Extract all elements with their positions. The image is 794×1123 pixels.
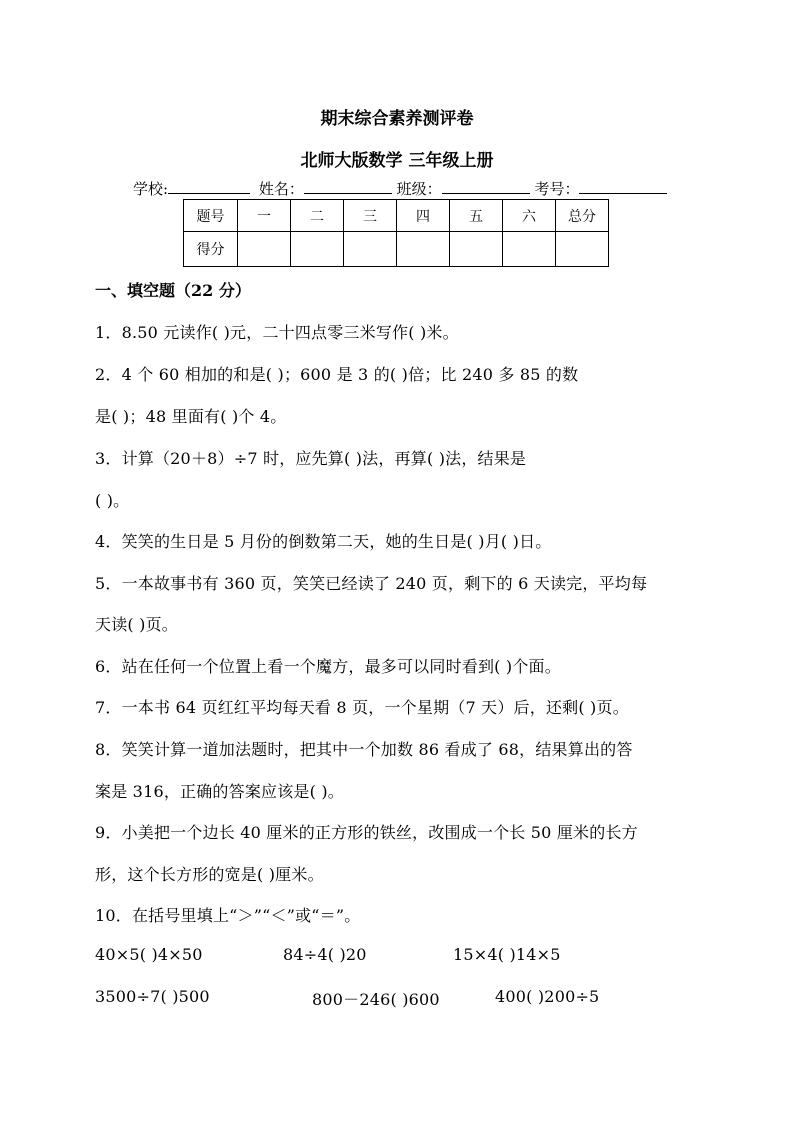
class-field[interactable] (442, 179, 530, 194)
question-5-line-1: 5．一本故事书有 360 页，笑笑已经读了 240 页，剩下的 6 天读完，平均每 (95, 574, 648, 593)
score-header-cell: 题号 (184, 200, 238, 232)
number-field[interactable] (579, 179, 667, 194)
section-title: 一、填空题（22 分） (95, 281, 251, 300)
question-2-line-1: 2．4 个 60 相加的和是( )；600 是 3 的( )倍；比 240 多 85 的数 (95, 365, 579, 384)
question-7: 7．一本书 64 页红红平均每天看 8 页，一个星期（7 天）后，还剩( )页。 (95, 698, 629, 717)
question-8-line-1: 8．笑笑计算一道加法题时，把其中一个加数 86 看成了 68，结果算出的答 (95, 740, 633, 759)
question-9-line-1: 9．小美把一个边长 40 厘米的正方形的铁丝，改围成一个长 50 厘米的长方 (95, 823, 638, 842)
question-3-line-1: 3．计算（20＋8）÷7 时，应先算( )法，再算( )法，结果是 (95, 449, 527, 468)
score-header-cell: 二 (291, 200, 344, 232)
school-field[interactable] (168, 179, 250, 194)
comparison-item: 3500÷7( )500 (95, 987, 210, 1006)
comparison-item: 40×5( )4×50 (95, 945, 203, 964)
score-cell[interactable] (238, 232, 291, 267)
question-8-line-2: 案是 316，正确的答案应该是( )。 (95, 782, 344, 801)
name-label: 姓名： (258, 180, 304, 198)
score-cell[interactable] (397, 232, 450, 267)
number-label: 考号： (534, 180, 580, 198)
class-label: 班级： (396, 180, 442, 198)
question-10: 10．在括号里填上“＞”“＜”或“＝”。 (95, 906, 361, 925)
score-table-header-row (184, 200, 609, 232)
score-row-label: 得分 (184, 232, 238, 267)
score-table (183, 199, 609, 267)
question-5-line-2: 天读( )页。 (95, 615, 178, 634)
question-3-line-2: ( )。 (95, 491, 130, 510)
question-1: 1．8.50 元读作( )元，二十四点零三米写作( )米。 (95, 323, 459, 342)
question-6: 6．站在任何一个位置上看一个魔方，最多可以同时看到( )个面。 (95, 657, 561, 676)
score-cell[interactable] (344, 232, 397, 267)
score-cell[interactable] (450, 232, 503, 267)
score-header-cell: 一 (238, 200, 291, 232)
score-header-cell: 三 (344, 200, 397, 232)
page-title: 期末综合素养测评卷 (320, 109, 474, 129)
score-cell[interactable] (503, 232, 556, 267)
comparison-item: 84÷4( )20 (283, 945, 367, 964)
score-cell[interactable] (291, 232, 344, 267)
comparison-item: 400( )200÷5 (495, 987, 600, 1006)
score-cell[interactable] (556, 232, 609, 267)
student-info-line (133, 178, 667, 199)
score-header-cell: 四 (397, 200, 450, 232)
question-9-line-2: 形，这个长方形的宽是( )厘米。 (95, 865, 324, 884)
comparison-item: 15×4( )14×5 (453, 945, 561, 964)
school-label: 学校: (133, 180, 169, 198)
comparison-item: 800－246( )600 (312, 990, 440, 1009)
score-header-cell: 总分 (556, 200, 609, 232)
question-4: 4．笑笑的生日是 5 月份的倒数第二天，她的生日是( )月( )日。 (95, 532, 552, 551)
question-2-line-2: 是( )；48 里面有( )个 4。 (95, 407, 287, 426)
name-field[interactable] (304, 179, 392, 194)
score-header-cell: 五 (450, 200, 503, 232)
score-header-cell: 六 (503, 200, 556, 232)
page-subtitle: 北师大版数学 三年级上册 (300, 151, 494, 171)
score-table-score-row (184, 232, 609, 267)
